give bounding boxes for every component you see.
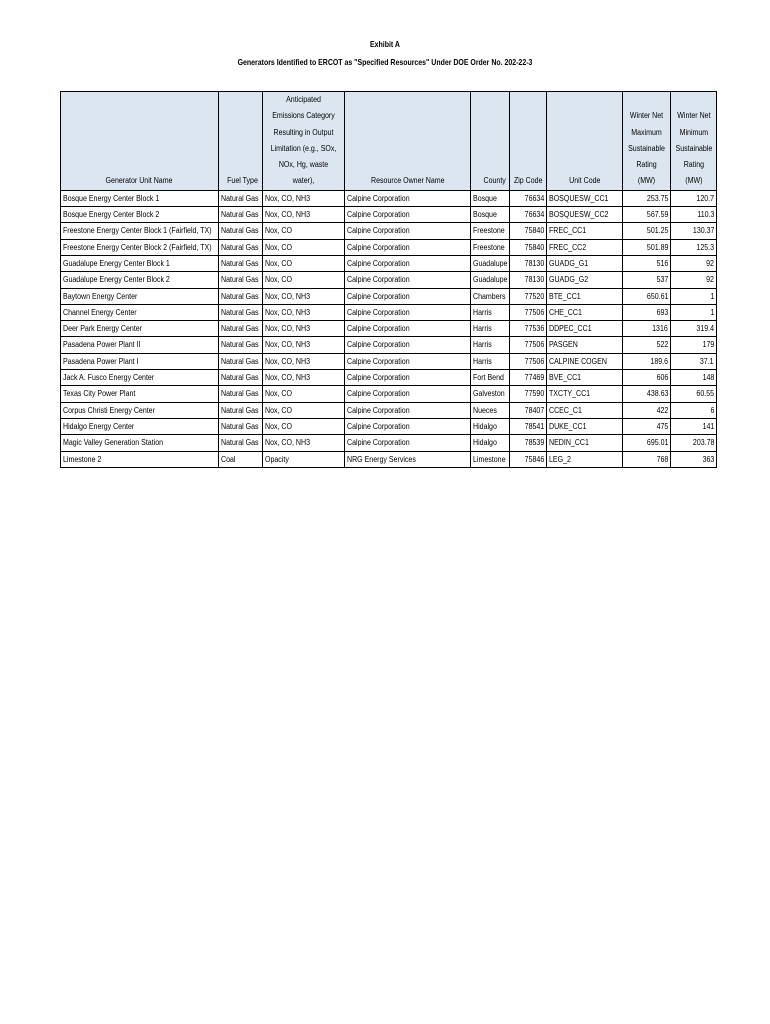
cell-generator-unit-name: Freestone Energy Center Block 1 (Fairfield, TX) xyxy=(61,223,219,239)
cell-resource-owner: Calpine Corporation xyxy=(345,223,471,239)
cell-emissions-category: Nox, CO xyxy=(263,223,345,239)
cell-resource-owner: Calpine Corporation xyxy=(345,402,471,418)
cell-winter-max-rating: 189.6 xyxy=(623,353,671,369)
cell-zip-code: 78130 xyxy=(510,272,547,288)
cell-unit-code: CALPINE COGEN xyxy=(547,353,623,369)
cell-county: Limestone xyxy=(471,451,510,467)
cell-winter-min-rating: 141 xyxy=(671,418,717,434)
cell-winter-max-rating: 567.59 xyxy=(623,207,671,223)
cell-zip-code: 78539 xyxy=(510,435,547,451)
cell-unit-code: CCEC_C1 xyxy=(547,402,623,418)
cell-generator-unit-name: Guadalupe Energy Center Block 2 xyxy=(61,272,219,288)
cell-unit-code: DDPEC_CC1 xyxy=(547,321,623,337)
cell-zip-code: 75840 xyxy=(510,239,547,255)
col-header-winter-min-rating: Winter Net Minimum Sustainable Rating (MW) xyxy=(671,92,717,191)
cell-winter-max-rating: 606 xyxy=(623,370,671,386)
cell-emissions-category: Nox, CO xyxy=(263,272,345,288)
cell-resource-owner: Calpine Corporation xyxy=(345,418,471,434)
cell-unit-code: LEG_2 xyxy=(547,451,623,467)
cell-fuel-type: Natural Gas xyxy=(219,190,263,206)
cell-winter-max-rating: 650.61 xyxy=(623,288,671,304)
cell-county: Harris xyxy=(471,337,510,353)
cell-fuel-type: Natural Gas xyxy=(219,370,263,386)
cell-winter-max-rating: 501.25 xyxy=(623,223,671,239)
cell-resource-owner: Calpine Corporation xyxy=(345,353,471,369)
cell-unit-code: GUADG_G1 xyxy=(547,255,623,271)
cell-winter-min-rating: 110.3 xyxy=(671,207,717,223)
cell-zip-code: 77520 xyxy=(510,288,547,304)
cell-zip-code: 77506 xyxy=(510,304,547,320)
table-body xyxy=(61,190,717,467)
cell-fuel-type: Natural Gas xyxy=(219,223,263,239)
cell-resource-owner: Calpine Corporation xyxy=(345,272,471,288)
cell-unit-code: FREC_CC1 xyxy=(547,223,623,239)
cell-generator-unit-name: Bosque Energy Center Block 1 xyxy=(61,190,219,206)
cell-generator-unit-name: Guadalupe Energy Center Block 1 xyxy=(61,255,219,271)
cell-resource-owner: NRG Energy Services xyxy=(345,451,471,467)
col-header-unit-code: Unit Code xyxy=(547,92,623,191)
cell-county: Hidalgo xyxy=(471,418,510,434)
cell-generator-unit-name: Limestone 2 xyxy=(61,451,219,467)
exhibit-subtitle: Generators Identified to ERCOT as "Specified Resources" Under DOE Order No. 202-22-3 xyxy=(237,57,533,67)
cell-zip-code: 78407 xyxy=(510,402,547,418)
col-header-generator-unit-name: Generator Unit Name xyxy=(61,92,219,191)
cell-county: Freestone xyxy=(471,239,510,255)
cell-zip-code: 78130 xyxy=(510,255,547,271)
cell-winter-max-rating: 475 xyxy=(623,418,671,434)
cell-emissions-category: Nox, CO xyxy=(263,402,345,418)
cell-winter-min-rating: 125.3 xyxy=(671,239,717,255)
cell-county: Fort Bend xyxy=(471,370,510,386)
cell-winter-min-rating: 6 xyxy=(671,402,717,418)
cell-winter-max-rating: 438.63 xyxy=(623,386,671,402)
cell-resource-owner: Calpine Corporation xyxy=(345,386,471,402)
cell-unit-code: NEDIN_CC1 xyxy=(547,435,623,451)
table-row xyxy=(61,304,717,320)
table-row xyxy=(61,288,717,304)
cell-fuel-type: Natural Gas xyxy=(219,402,263,418)
table-header xyxy=(61,92,717,191)
cell-zip-code: 76634 xyxy=(510,207,547,223)
cell-fuel-type: Natural Gas xyxy=(219,288,263,304)
cell-fuel-type: Natural Gas xyxy=(219,207,263,223)
cell-fuel-type: Natural Gas xyxy=(219,255,263,271)
cell-winter-max-rating: 253.75 xyxy=(623,190,671,206)
cell-fuel-type: Natural Gas xyxy=(219,304,263,320)
cell-generator-unit-name: Freestone Energy Center Block 2 (Fairfield, TX) xyxy=(61,239,219,255)
cell-winter-min-rating: 363 xyxy=(671,451,717,467)
cell-winter-min-rating: 179 xyxy=(671,337,717,353)
cell-zip-code: 77590 xyxy=(510,386,547,402)
cell-unit-code: TXCTY_CC1 xyxy=(547,386,623,402)
cell-winter-max-rating: 501.89 xyxy=(623,239,671,255)
cell-zip-code: 76634 xyxy=(510,190,547,206)
cell-emissions-category: Nox, CO xyxy=(263,386,345,402)
col-header-resource-owner: Resource Owner Name xyxy=(345,92,471,191)
cell-generator-unit-name: Pasadena Power Plant I xyxy=(61,353,219,369)
cell-fuel-type: Coal xyxy=(219,451,263,467)
cell-resource-owner: Calpine Corporation xyxy=(345,337,471,353)
cell-emissions-category: Nox, CO, NH3 xyxy=(263,353,345,369)
cell-generator-unit-name: Deer Park Energy Center xyxy=(61,321,219,337)
cell-winter-max-rating: 516 xyxy=(623,255,671,271)
cell-county: Harris xyxy=(471,304,510,320)
cell-county: Nueces xyxy=(471,402,510,418)
table-row xyxy=(61,207,717,223)
cell-resource-owner: Calpine Corporation xyxy=(345,255,471,271)
cell-generator-unit-name: Baytown Energy Center xyxy=(61,288,219,304)
table-row xyxy=(61,272,717,288)
cell-winter-min-rating: 92 xyxy=(671,272,717,288)
table-row xyxy=(61,255,717,271)
cell-county: Guadalupe xyxy=(471,255,510,271)
cell-county: Freestone xyxy=(471,223,510,239)
cell-fuel-type: Natural Gas xyxy=(219,418,263,434)
cell-generator-unit-name: Hidalgo Energy Center xyxy=(61,418,219,434)
table-row xyxy=(61,402,717,418)
cell-unit-code: BTE_CC1 xyxy=(547,288,623,304)
table-row xyxy=(61,451,717,467)
cell-resource-owner: Calpine Corporation xyxy=(345,239,471,255)
table-row xyxy=(61,321,717,337)
cell-county: Galveston xyxy=(471,386,510,402)
cell-county: Bosque xyxy=(471,190,510,206)
cell-winter-min-rating: 1 xyxy=(671,304,717,320)
cell-fuel-type: Natural Gas xyxy=(219,272,263,288)
cell-county: Guadalupe xyxy=(471,272,510,288)
cell-unit-code: CHE_CC1 xyxy=(547,304,623,320)
cell-winter-max-rating: 537 xyxy=(623,272,671,288)
cell-zip-code: 77506 xyxy=(510,337,547,353)
cell-unit-code: DUKE_CC1 xyxy=(547,418,623,434)
cell-unit-code: BVE_CC1 xyxy=(547,370,623,386)
cell-winter-min-rating: 120.7 xyxy=(671,190,717,206)
generators-table xyxy=(60,91,717,468)
table-row xyxy=(61,386,717,402)
cell-winter-min-rating: 60.55 xyxy=(671,386,717,402)
cell-zip-code: 77536 xyxy=(510,321,547,337)
cell-emissions-category: Nox, CO, NH3 xyxy=(263,190,345,206)
cell-winter-max-rating: 693 xyxy=(623,304,671,320)
table-row xyxy=(61,353,717,369)
table-row xyxy=(61,418,717,434)
cell-winter-min-rating: 37.1 xyxy=(671,353,717,369)
cell-zip-code: 75846 xyxy=(510,451,547,467)
table-row xyxy=(61,223,717,239)
cell-emissions-category: Nox, CO, NH3 xyxy=(263,304,345,320)
table-row xyxy=(61,239,717,255)
cell-generator-unit-name: Channel Energy Center xyxy=(61,304,219,320)
cell-unit-code: PASGEN xyxy=(547,337,623,353)
cell-winter-min-rating: 130.37 xyxy=(671,223,717,239)
cell-generator-unit-name: Corpus Christi Energy Center xyxy=(61,402,219,418)
cell-emissions-category: Nox, CO, NH3 xyxy=(263,337,345,353)
cell-fuel-type: Natural Gas xyxy=(219,435,263,451)
cell-zip-code: 77469 xyxy=(510,370,547,386)
cell-emissions-category: Nox, CO, NH3 xyxy=(263,435,345,451)
cell-winter-min-rating: 92 xyxy=(671,255,717,271)
cell-winter-min-rating: 319.4 xyxy=(671,321,717,337)
cell-generator-unit-name: Pasadena Power Plant II xyxy=(61,337,219,353)
cell-emissions-category: Nox, CO xyxy=(263,239,345,255)
cell-zip-code: 77506 xyxy=(510,353,547,369)
cell-winter-max-rating: 422 xyxy=(623,402,671,418)
cell-zip-code: 78541 xyxy=(510,418,547,434)
cell-fuel-type: Natural Gas xyxy=(219,239,263,255)
cell-generator-unit-name: Jack A. Fusco Energy Center xyxy=(61,370,219,386)
cell-emissions-category: Nox, CO xyxy=(263,255,345,271)
cell-unit-code: BOSQUESW_CC1 xyxy=(547,190,623,206)
exhibit-title: Exhibit A xyxy=(370,39,400,49)
cell-emissions-category: Opacity xyxy=(263,451,345,467)
cell-winter-min-rating: 203.78 xyxy=(671,435,717,451)
cell-resource-owner: Calpine Corporation xyxy=(345,435,471,451)
cell-resource-owner: Calpine Corporation xyxy=(345,304,471,320)
cell-fuel-type: Natural Gas xyxy=(219,337,263,353)
cell-generator-unit-name: Magic Valley Generation Station xyxy=(61,435,219,451)
cell-winter-max-rating: 1316 xyxy=(623,321,671,337)
cell-emissions-category: Nox, CO, NH3 xyxy=(263,207,345,223)
col-header-winter-max-rating: Winter Net Maximum Sustainable Rating (MW) xyxy=(623,92,671,191)
cell-unit-code: FREC_CC2 xyxy=(547,239,623,255)
cell-winter-min-rating: 1 xyxy=(671,288,717,304)
table-row xyxy=(61,190,717,206)
cell-emissions-category: Nox, CO, NH3 xyxy=(263,288,345,304)
col-header-fuel-type: Fuel Type xyxy=(219,92,263,191)
cell-winter-max-rating: 522 xyxy=(623,337,671,353)
cell-resource-owner: Calpine Corporation xyxy=(345,370,471,386)
cell-winter-max-rating: 768 xyxy=(623,451,671,467)
cell-emissions-category: Nox, CO, NH3 xyxy=(263,321,345,337)
col-header-county: County xyxy=(471,92,510,191)
cell-winter-max-rating: 695.01 xyxy=(623,435,671,451)
cell-county: Harris xyxy=(471,321,510,337)
cell-county: Bosque xyxy=(471,207,510,223)
cell-resource-owner: Calpine Corporation xyxy=(345,190,471,206)
cell-fuel-type: Natural Gas xyxy=(219,353,263,369)
table-row xyxy=(61,337,717,353)
col-header-zip-code: Zip Code xyxy=(510,92,547,191)
table-row xyxy=(61,435,717,451)
cell-county: Harris xyxy=(471,353,510,369)
table-row xyxy=(61,370,717,386)
cell-emissions-category: Nox, CO, NH3 xyxy=(263,370,345,386)
cell-county: Chambers xyxy=(471,288,510,304)
cell-unit-code: GUADG_G2 xyxy=(547,272,623,288)
cell-emissions-category: Nox, CO xyxy=(263,418,345,434)
col-header-emissions-category: Anticipated Emissions Category Resulting in Output Limitation (e.g., SOx, NOx, Hg, waste water), xyxy=(263,92,345,191)
cell-fuel-type: Natural Gas xyxy=(219,386,263,402)
cell-zip-code: 75840 xyxy=(510,223,547,239)
cell-unit-code: BOSQUESW_CC2 xyxy=(547,207,623,223)
cell-generator-unit-name: Texas City Power Plant xyxy=(61,386,219,402)
cell-resource-owner: Calpine Corporation xyxy=(345,321,471,337)
cell-county: Hidalgo xyxy=(471,435,510,451)
cell-winter-min-rating: 148 xyxy=(671,370,717,386)
cell-generator-unit-name: Bosque Energy Center Block 2 xyxy=(61,207,219,223)
cell-resource-owner: Calpine Corporation xyxy=(345,288,471,304)
cell-resource-owner: Calpine Corporation xyxy=(345,207,471,223)
cell-fuel-type: Natural Gas xyxy=(219,321,263,337)
